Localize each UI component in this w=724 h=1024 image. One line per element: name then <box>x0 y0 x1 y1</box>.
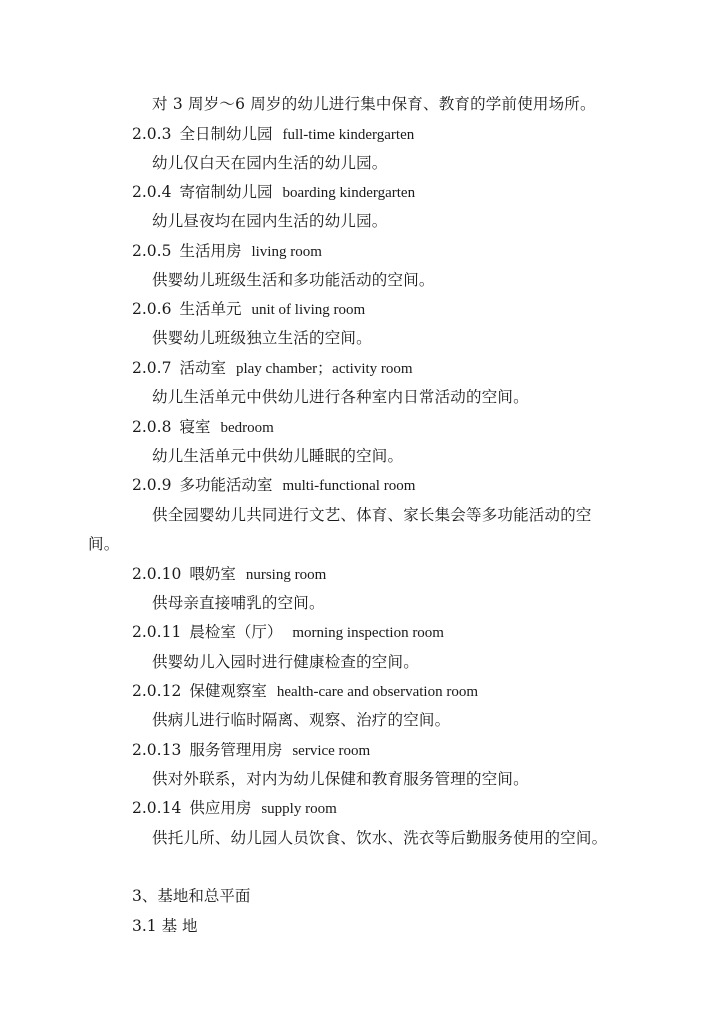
term-number: 2.0.11 <box>132 623 182 641</box>
subsection-heading: 3.1 基 地 <box>132 917 198 935</box>
term-2-0-3 <box>132 124 414 145</box>
term-definition: 幼儿生活单元中供幼儿进行各种室内日常活动的空间。 <box>152 388 529 406</box>
term-number: 2.0.8 <box>132 418 172 436</box>
term-chinese: 生活用房 <box>179 242 242 260</box>
term-definition: 供母亲直接哺乳的空间。 <box>152 594 325 612</box>
term-definition: 供婴幼儿入园时进行健康检查的空间。 <box>152 653 419 671</box>
term-definition: 供对外联系，对内为幼儿保健和教育服务管理的空间。 <box>152 770 529 788</box>
term-2-0-7 <box>132 358 413 379</box>
term-2-0-4 <box>132 182 415 203</box>
term-chinese: 服务管理用房 <box>189 741 283 759</box>
term-chinese: 活动室 <box>179 359 226 377</box>
term-english: morning inspection room <box>292 625 444 641</box>
term-chinese: 寄宿制幼儿园 <box>179 183 273 201</box>
term-definition: 供托儿所、幼儿园人员饮食、饮水、洗衣等后勤服务使用的空间。 <box>152 829 608 847</box>
term-chinese: 寝室 <box>179 418 211 436</box>
term-english: living room <box>251 244 322 260</box>
term-number: 2.0.9 <box>132 476 172 494</box>
term-chinese: 喂奶室 <box>189 565 236 583</box>
term-definition: 供婴幼儿班级独立生活的空间。 <box>152 329 372 347</box>
term-definition: 供全园婴幼儿共同进行文艺、体育、家长集会等多功能活动的空 <box>152 506 592 524</box>
term-2-0-10 <box>132 564 326 585</box>
term-number: 2.0.4 <box>132 183 172 201</box>
term-chinese: 供应用房 <box>189 799 252 817</box>
term-number: 2.0.5 <box>132 242 172 260</box>
term-english: boarding kindergarten <box>282 185 416 201</box>
term-definition: 供病儿进行临时隔离、观察、治疗的空间。 <box>152 711 451 729</box>
term-english: nursing room <box>245 567 327 583</box>
term-chinese: 生活单元 <box>179 300 242 318</box>
term-2-0-9 <box>132 475 415 496</box>
term-2-0-11 <box>132 622 444 643</box>
term-number: 2.0.10 <box>132 565 182 583</box>
term-english: service room <box>292 743 371 759</box>
term-2-0-12 <box>132 681 478 702</box>
term-definition: 幼儿生活单元中供幼儿睡眠的空间。 <box>152 447 404 465</box>
term-number: 2.0.3 <box>132 125 172 143</box>
term-definition: 幼儿昼夜均在园内生活的幼儿园。 <box>152 212 388 230</box>
term-english: bedroom <box>220 420 274 436</box>
term-definition-continuation: 间。 <box>88 535 120 553</box>
term-number: 2.0.6 <box>132 300 172 318</box>
term-number: 2.0.14 <box>132 799 182 817</box>
term-chinese: 多功能活动室 <box>179 476 273 494</box>
term-number: 2.0.12 <box>132 682 182 700</box>
term-english: play chamber；activity room <box>235 361 413 377</box>
intro-continuation: 对 3 周岁～6 周岁的幼儿进行集中保育、教育的学前使用场所。 <box>152 95 596 113</box>
term-definition: 幼儿仅白天在园内生活的幼儿园。 <box>152 154 388 172</box>
term-number: 2.0.7 <box>132 359 172 377</box>
term-definition: 供婴幼儿班级生活和多功能活动的空间。 <box>152 271 435 289</box>
section-heading: 3、基地和总平面 <box>132 887 251 905</box>
term-2-0-5 <box>132 241 322 262</box>
term-english: health-care and observation room <box>276 684 478 700</box>
term-2-0-6 <box>132 299 365 320</box>
term-2-0-13 <box>132 740 370 761</box>
term-chinese: 晨检室（厅） <box>189 623 283 641</box>
term-2-0-8 <box>132 417 274 438</box>
term-english: multi-functional room <box>282 478 416 494</box>
term-2-0-14 <box>132 798 337 819</box>
term-english: supply room <box>261 801 337 817</box>
term-chinese: 全日制幼儿园 <box>179 125 273 143</box>
term-english: full-time kindergarten <box>282 127 415 143</box>
term-english: unit of living room <box>251 302 366 318</box>
term-chinese: 保健观察室 <box>189 682 267 700</box>
term-number: 2.0.13 <box>132 741 182 759</box>
